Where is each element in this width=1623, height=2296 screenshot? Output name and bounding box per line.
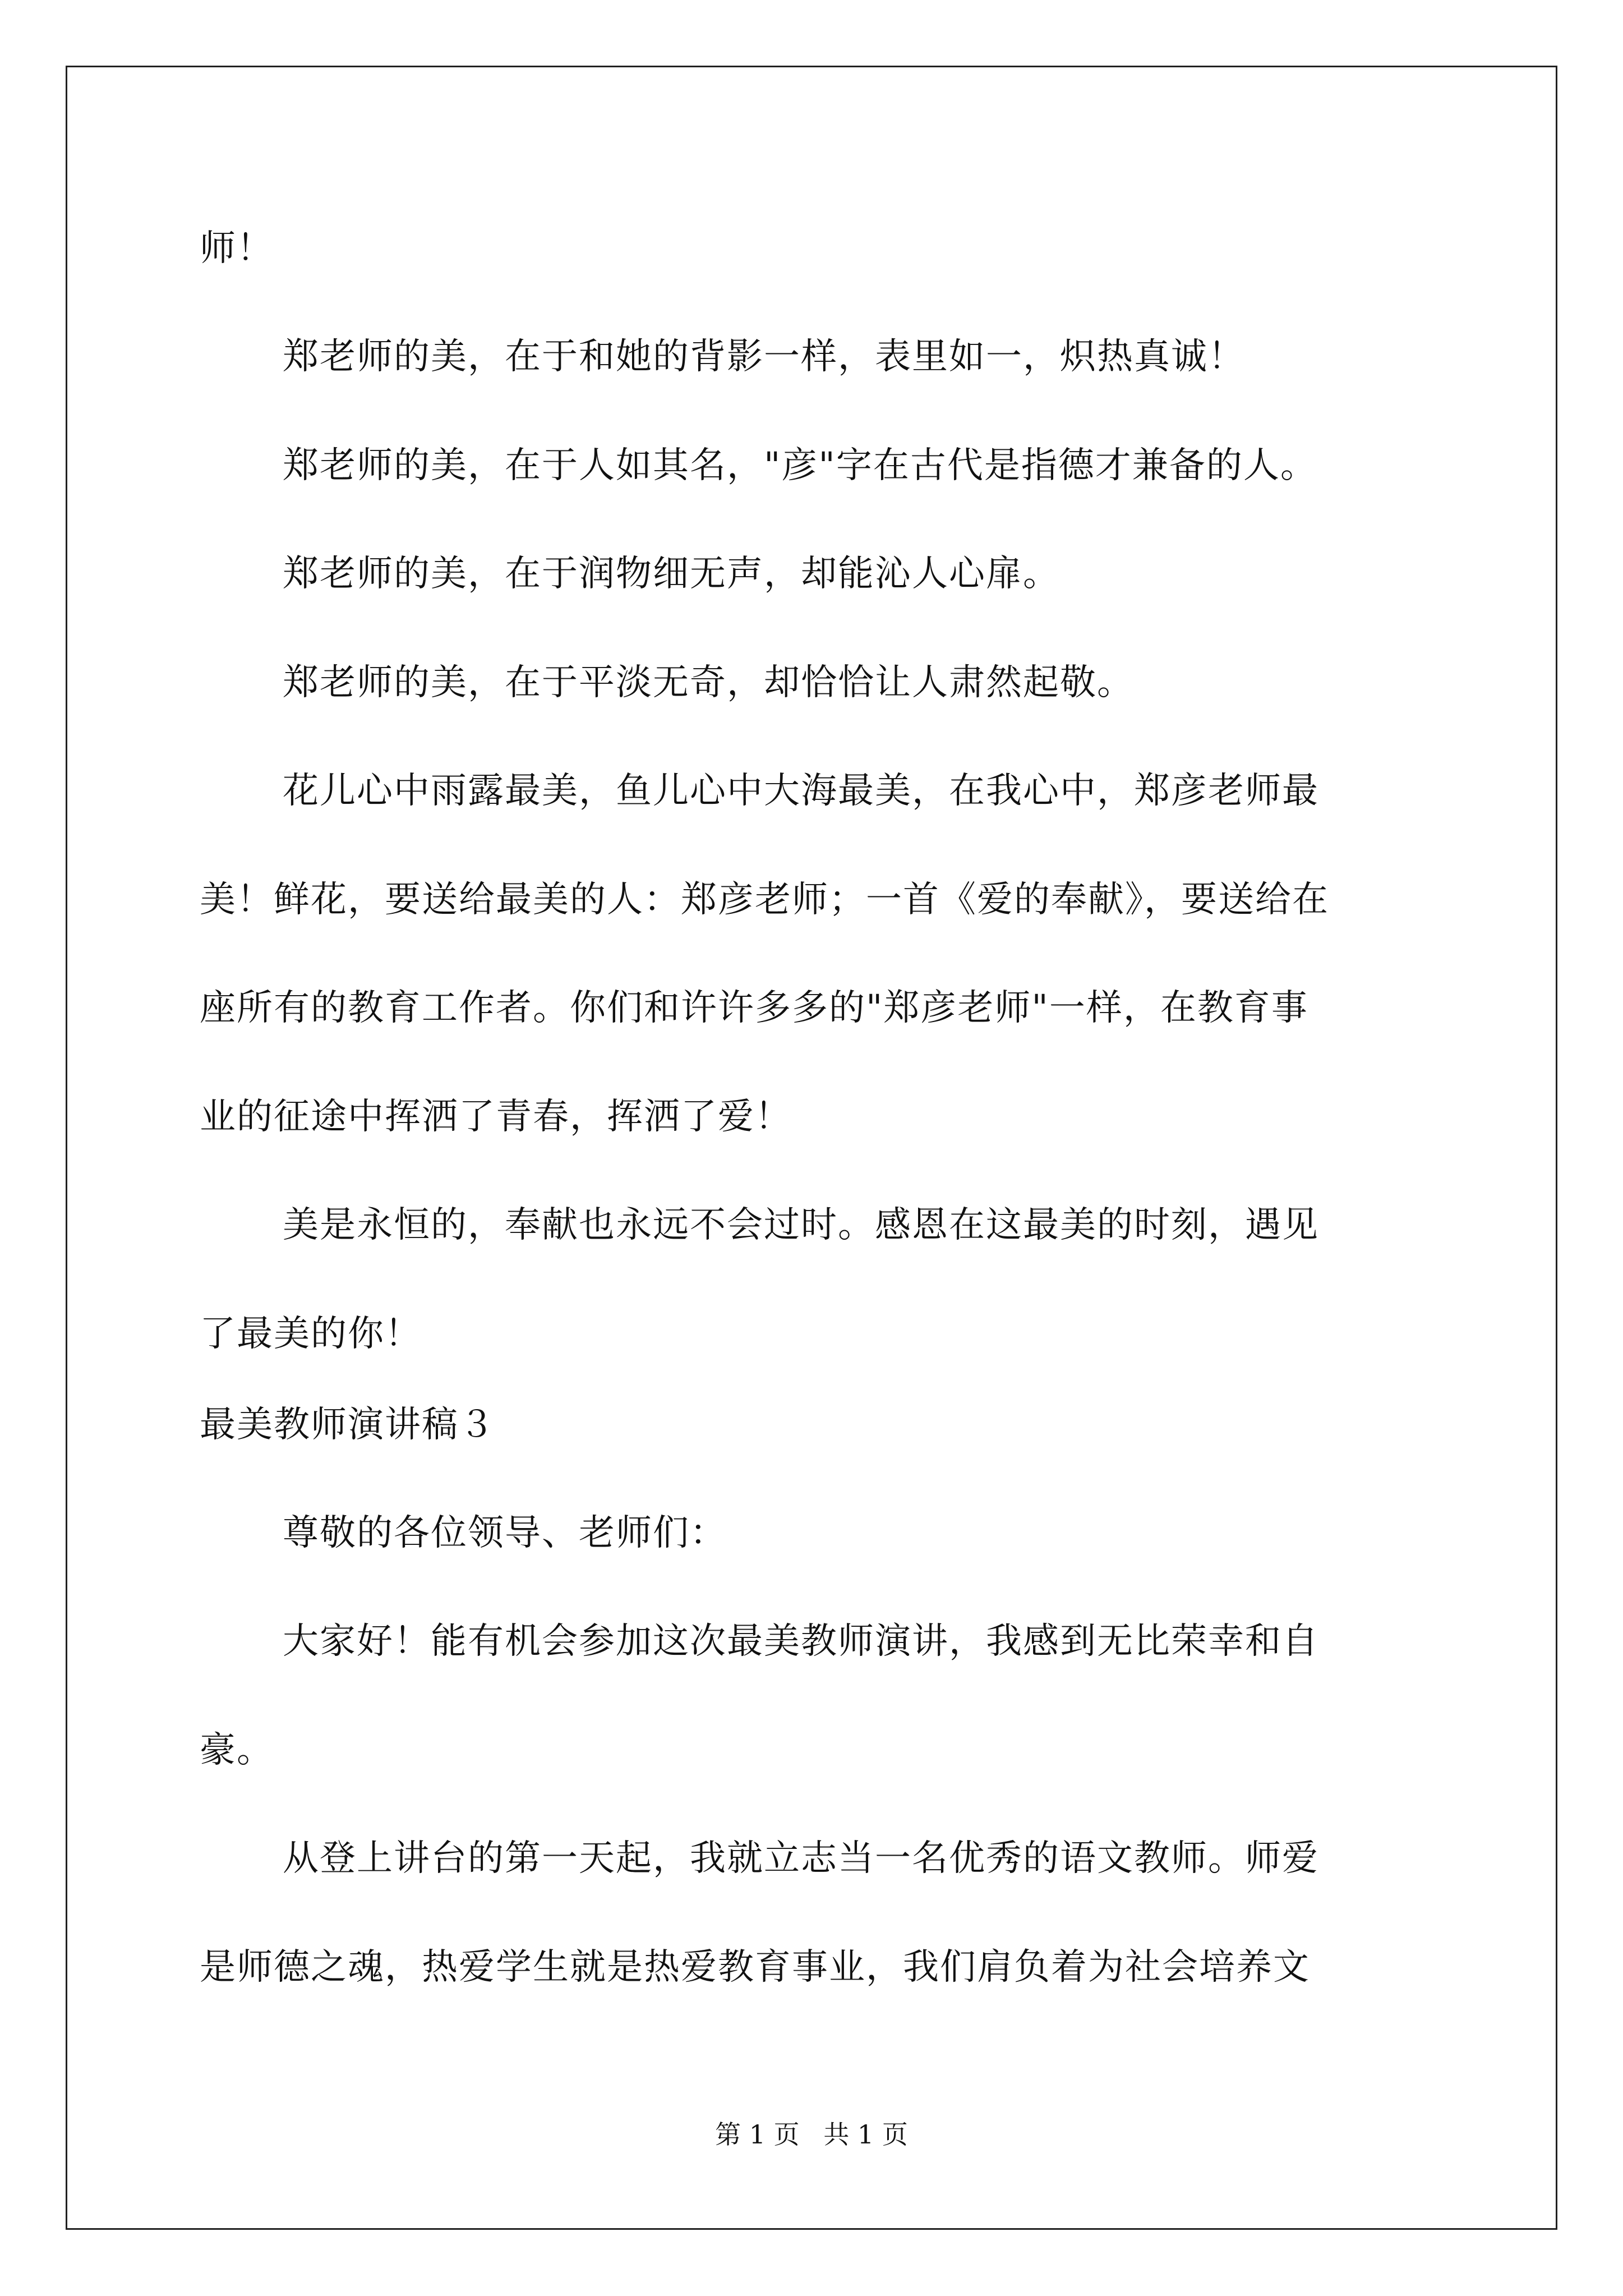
text-line-10: 美是永恒的，奉献也永远不会过时。感恩在这最美的时刻，遇见 (283, 1204, 1319, 1246)
text-line-2: 郑老师的美，在于和她的背影一样，表里如一，炽热真诚！ (283, 336, 1245, 378)
page-number-label: 第 1 页 (715, 2119, 800, 2150)
text-line-9: 业的征途中挥洒了青春，挥洒了爱！ (200, 1096, 792, 1138)
text-line-5: 郑老师的美，在于平淡无奇，却恰恰让人肃然起敬。 (283, 662, 1134, 703)
text-line-14: 大家好！能有机会参加这次最美教师演讲，我感到无比荣幸和自 (283, 1621, 1319, 1662)
text-line-16: 从登上讲台的第一天起，我就立志当一名优秀的语文教师。师爱 (283, 1838, 1319, 1879)
text-line-8: 座所有的教育工作者。你们和许许多多的"郑彦老师"一样，在教育事 (200, 987, 1308, 1029)
text-line-1: 师！ (200, 228, 274, 269)
page-footer (0, 2118, 1623, 2151)
text-line-6: 花儿心中雨露最美，鱼儿心中大海最美，在我心中，郑彦老师最 (283, 770, 1319, 812)
section-heading: 最美教师演讲稿３ (200, 1404, 496, 1446)
text-line-13: 尊敬的各位领导、老师们： (283, 1512, 727, 1554)
text-line-3: 郑老师的美，在于人如其名，"彦"字在古代是指德才兼备的人。 (283, 445, 1317, 486)
page-total-label: 共 1 页 (823, 2119, 908, 2150)
text-line-11: 了最美的你！ (200, 1313, 422, 1355)
text-line-4: 郑老师的美，在于润物细无声，却能沁人心扉。 (283, 553, 1060, 595)
text-line-7: 美！鲜花，要送给最美的人：郑彦老师；一首《爱的奉献》，要送给在 (200, 879, 1329, 921)
text-line-17: 是师德之魂，热爱学生就是热爱教育事业，我们肩负着为社会培养文 (200, 1947, 1310, 1988)
text-line-15: 豪。 (200, 1729, 274, 1771)
page-border (66, 66, 1557, 2230)
